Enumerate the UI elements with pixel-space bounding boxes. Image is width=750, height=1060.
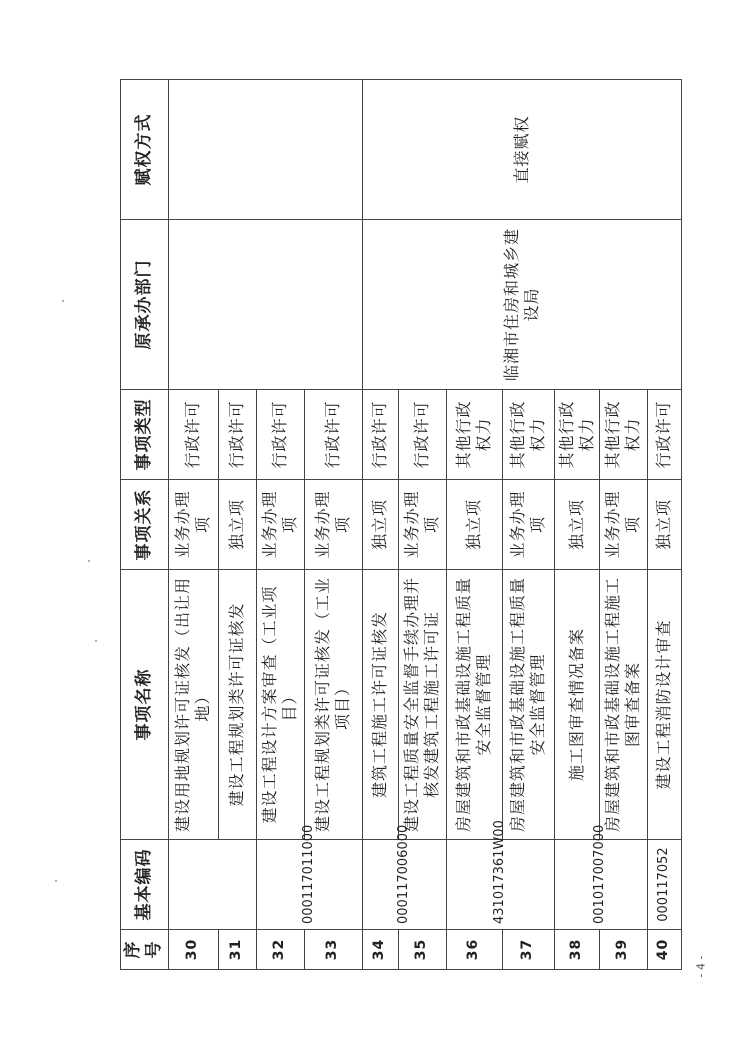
row-relation: 业务办理项 (168, 480, 218, 570)
header-row (121, 80, 169, 970)
row-name: 建筑工程施工许可证核发 (362, 570, 398, 840)
row-relation: 业务办理项 (256, 480, 304, 570)
row-type: 行政许可 (398, 390, 446, 480)
row-name: 施工图审查情况备案 (554, 570, 599, 840)
row-seq: 39 (599, 930, 647, 970)
scan-speck (88, 560, 90, 562)
mode-empty (168, 80, 362, 220)
row-name: 房屋建筑和市政基础设施工程质量安全监督管理 (502, 570, 554, 840)
row-relation: 独立项 (554, 480, 599, 570)
row-relation: 业务办理项 (502, 480, 554, 570)
row-code: 000117006000 (362, 840, 446, 930)
row-relation: 业务办理项 (398, 480, 446, 570)
row-type: 其他行政权力 (446, 390, 502, 480)
dept-empty (168, 220, 362, 390)
row-seq: 31 (218, 930, 256, 970)
row-code: 001017007000 (554, 840, 647, 930)
header-relation: 事项关系 (121, 480, 169, 570)
row-name: 房屋建筑和市政基础设施工程质量安全监督管理 (446, 570, 502, 840)
authorization-table (120, 79, 682, 970)
header-mode: 赋权方式 (121, 80, 169, 220)
rotated-table-wrapper (120, 80, 673, 970)
header-type: 事项类型 (121, 390, 169, 480)
row-relation: 独立项 (647, 480, 681, 570)
row-name: 建设工程消防设计审查 (647, 570, 681, 840)
header-seq: 序号 (121, 930, 169, 970)
row-type: 行政许可 (647, 390, 681, 480)
header-dept: 原承办部门 (121, 220, 169, 390)
header-code: 基本编码 (121, 840, 169, 930)
row-type: 其他行政权力 (599, 390, 647, 480)
row-seq: 32 (256, 930, 304, 970)
scan-speck (55, 880, 57, 882)
row-seq: 35 (398, 930, 446, 970)
table-row (362, 80, 398, 970)
row-code: 000117052 (647, 840, 681, 930)
row-type: 其他行政权力 (502, 390, 554, 480)
row-relation: 业务办理项 (599, 480, 647, 570)
row-seq: 34 (362, 930, 398, 970)
mode-cell: 直接赋权 (362, 80, 681, 220)
row-type: 行政许可 (218, 390, 256, 480)
row-seq: 30 (168, 930, 218, 970)
row-seq: 36 (446, 930, 502, 970)
table-row (168, 80, 218, 970)
row-seq: 40 (647, 930, 681, 970)
row-relation: 业务办理项 (304, 480, 362, 570)
row-relation: 独立项 (446, 480, 502, 570)
row-name: 房屋建筑和市政基础设施工程施工图审查备案 (599, 570, 647, 840)
row-name: 建设工程规划类许可证核发 (218, 570, 256, 840)
row-relation: 独立项 (218, 480, 256, 570)
dept-cell: 临湘市住房和城乡建设局 (362, 220, 681, 390)
page-number: - 4 - (694, 955, 708, 978)
row-seq: 38 (554, 930, 599, 970)
row-code: 000117011000 (256, 840, 362, 930)
row-type: 行政许可 (168, 390, 218, 480)
row-type: 行政许可 (304, 390, 362, 480)
row-seq: 37 (502, 930, 554, 970)
scan-speck (62, 300, 64, 302)
row-type: 其他行政权力 (554, 390, 599, 480)
header-name: 事项名称 (121, 570, 169, 840)
row-name: 建设工程设计方案审查（工业项目） (256, 570, 304, 840)
row-code-empty (168, 840, 256, 930)
row-name: 建设工程质量安全监督手续办理并核发建筑工程施工许可证 (398, 570, 446, 840)
row-seq: 33 (304, 930, 362, 970)
scan-speck (95, 640, 97, 642)
row-type: 行政许可 (362, 390, 398, 480)
row-name: 建设用地规划许可证核发（出让用地） (168, 570, 218, 840)
row-relation: 独立项 (362, 480, 398, 570)
row-type: 行政许可 (256, 390, 304, 480)
row-name: 建设工程规划类许可证核发（工业项目） (304, 570, 362, 840)
row-code: 431017361W00 (446, 840, 554, 930)
